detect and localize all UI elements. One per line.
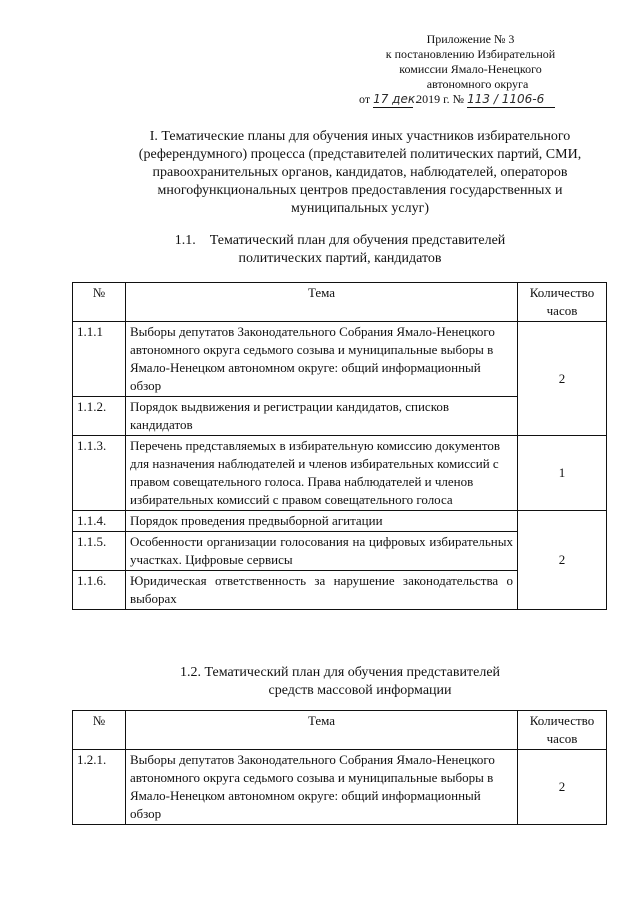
row-number: 1.1.4. xyxy=(73,511,126,532)
hours-cell: 2 xyxy=(518,511,607,610)
handwritten-date: 17 дек. xyxy=(373,92,419,106)
plan-1-2-title-line-1: 1.2. Тематический план для обучения представителей xyxy=(179,665,501,680)
table-row xyxy=(73,436,607,511)
row-number: 1.1.2. xyxy=(73,397,126,436)
appendix-line-4: автономного округа xyxy=(426,77,529,91)
plan-1-1-title-line-2: политических партий, кандидатов xyxy=(238,251,442,266)
table-row xyxy=(73,750,607,825)
row-number: 1.2.1. xyxy=(73,750,126,825)
table-row xyxy=(73,322,607,397)
header-num: № xyxy=(73,711,126,750)
appendix-header xyxy=(353,32,588,108)
row-number: 1.1.5. xyxy=(73,532,126,571)
hours-cell: 2 xyxy=(518,322,607,436)
header-hours: Количество часов xyxy=(518,711,607,750)
appendix-line-2: к постановлению Избирательной xyxy=(385,47,556,61)
section-title: I. Тематические планы для обучения иных участников избирательного (референдумного) процесса (представителей политических партий, СМИ, правоохранительных органов, кандидатов, наблюдателей, операторов многофункциональных центров предоставления государственных и муниципальных услуг) xyxy=(138,129,582,216)
appendix-dateline xyxy=(353,92,588,108)
date-year: 2019 г. № xyxy=(416,92,465,106)
row-topic: Выборы депутатов Законодательного Собрания Ямало-Ненецкого автономного округа седьмого созыва и муниципальные выборы в Ямало-Ненецком автономном округе: общий информационный обзор xyxy=(126,750,518,825)
row-topic: Юридическая ответственность за нарушение законодательства о выборах xyxy=(126,571,518,610)
header-hours: Количество часов xyxy=(518,283,607,322)
row-number: 1.1.3. xyxy=(73,436,126,511)
plan-1-1-title-line-1: 1.1. Тематический план для обучения представителей xyxy=(174,233,506,248)
hours-cell: 2 xyxy=(518,750,607,825)
plan-1-1-table xyxy=(72,282,607,610)
plan-1-2-table xyxy=(72,710,607,825)
row-topic: Особенности организации голосования на цифровых избирательных участках. Цифровые сервисы xyxy=(126,532,518,571)
handwritten-number: 113 / 1106-6 xyxy=(467,92,555,108)
table-header-row xyxy=(73,711,607,750)
row-topic: Порядок выдвижения и регистрации кандидатов, списков кандидатов xyxy=(126,397,518,436)
date-prefix: от xyxy=(359,92,371,106)
appendix-line-1: Приложение № 3 xyxy=(426,32,515,46)
appendix-line-3: комиссии Ямало-Ненецкого xyxy=(399,62,542,76)
plan-1-1-title xyxy=(140,232,540,268)
row-number: 1.1.1 xyxy=(73,322,126,397)
plan-1-2-title-line-2: средств массовой информации xyxy=(268,683,452,698)
row-topic: Выборы депутатов Законодательного Собрания Ямало-Ненецкого автономного округа седьмого созыва и муниципальные выборы в Ямало-Ненецком автономном округе: общий информационный обзор xyxy=(126,322,518,397)
row-number: 1.1.6. xyxy=(73,571,126,610)
plan-1-2-title xyxy=(140,664,540,700)
header-topic: Тема xyxy=(126,711,518,750)
row-topic: Перечень представляемых в избирательную комиссию документов для назначения наблюдателей и членов избирательных комиссий с правом совещательного голоса. Права наблюдателей и членов избирательных комиссий с правом совещательного голоса xyxy=(126,436,518,511)
row-topic: Порядок проведения предвыборной агитации xyxy=(126,511,518,532)
header-num: № xyxy=(73,283,126,322)
header-topic: Тема xyxy=(126,283,518,322)
table-row xyxy=(73,511,607,532)
hours-cell: 1 xyxy=(518,436,607,511)
table-header-row xyxy=(73,283,607,322)
